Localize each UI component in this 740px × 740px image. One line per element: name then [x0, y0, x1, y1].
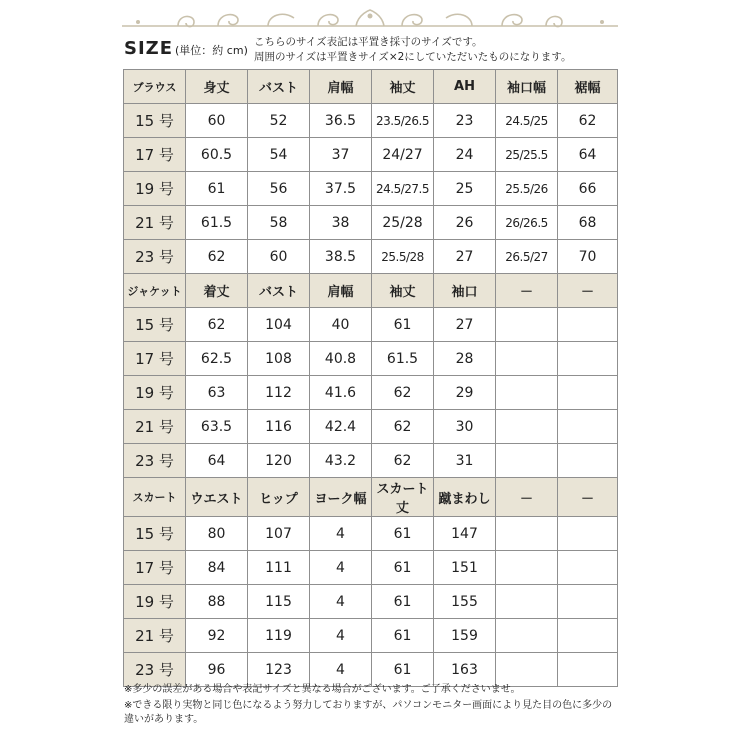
table-cell	[558, 517, 618, 551]
table-cell: 28	[434, 342, 496, 376]
footnote: ※多少の誤差がある場合や表記サイズと異なる場合がございます。ご了承くださいませ。	[124, 684, 521, 695]
table-cell: 37.5	[310, 172, 372, 206]
column-header: －	[496, 478, 558, 517]
table-cell: 62.5	[186, 342, 248, 376]
table-cell: 61	[372, 551, 434, 585]
table-cell: 24.5/27.5	[372, 172, 434, 206]
table-cell: 29	[434, 376, 496, 410]
table-cell: 111	[248, 551, 310, 585]
table-cell: 36.5	[310, 104, 372, 138]
table-cell	[496, 619, 558, 653]
table-cell	[558, 551, 618, 585]
column-header: AH	[434, 70, 496, 104]
size-label: 17 号	[124, 138, 186, 172]
table-cell: 31	[434, 444, 496, 478]
table-cell: 61	[372, 517, 434, 551]
column-header: 身丈	[186, 70, 248, 104]
size-table-body	[124, 70, 618, 687]
table-cell: 115	[248, 585, 310, 619]
table-cell	[496, 551, 558, 585]
table-cell: 62	[372, 410, 434, 444]
table-cell: 25/25.5	[496, 138, 558, 172]
table-cell	[496, 517, 558, 551]
table-cell: 4	[310, 517, 372, 551]
table-cell: 66	[558, 172, 618, 206]
column-header: バスト	[248, 70, 310, 104]
column-header: 裾幅	[558, 70, 618, 104]
column-header: 肩幅	[310, 274, 372, 308]
table-cell: 62	[186, 308, 248, 342]
table-cell: 4	[310, 551, 372, 585]
size-label: 21 号	[124, 410, 186, 444]
page-title	[124, 38, 248, 59]
table-cell: 63.5	[186, 410, 248, 444]
table-cell: 40.8	[310, 342, 372, 376]
table-row	[124, 104, 618, 138]
size-label: 17 号	[124, 342, 186, 376]
table-row	[124, 240, 618, 274]
table-cell: 25/28	[372, 206, 434, 240]
table-cell: 54	[248, 138, 310, 172]
table-cell: 24/27	[372, 138, 434, 172]
size-label: 19 号	[124, 376, 186, 410]
column-header: 蹴まわし	[434, 478, 496, 517]
section-label: スカート	[124, 478, 186, 517]
table-cell: 26.5/27	[496, 240, 558, 274]
table-header-row	[124, 274, 618, 308]
table-cell: 70	[558, 240, 618, 274]
table-row	[124, 308, 618, 342]
table-cell: 159	[434, 619, 496, 653]
table-cell: 62	[372, 376, 434, 410]
decorative-flourish-border	[118, 6, 622, 32]
note-line: 周囲のサイズは平置きサイズ×2にしていただいたものになります。	[254, 51, 572, 63]
table-cell: 62	[186, 240, 248, 274]
table-cell: 104	[248, 308, 310, 342]
table-row	[124, 206, 618, 240]
table-cell: 42.4	[310, 410, 372, 444]
table-cell	[496, 410, 558, 444]
column-header: －	[496, 274, 558, 308]
note-line: こちらのサイズ表記は平置き採寸のサイズです。	[254, 36, 483, 48]
column-header: 着丈	[186, 274, 248, 308]
table-cell: 84	[186, 551, 248, 585]
table-cell	[558, 308, 618, 342]
table-header-row	[124, 478, 618, 517]
size-label: 15 号	[124, 104, 186, 138]
size-label: 19 号	[124, 172, 186, 206]
column-header: －	[558, 478, 618, 517]
table-cell: 24.5/25	[496, 104, 558, 138]
column-header: 肩幅	[310, 70, 372, 104]
table-cell: 30	[434, 410, 496, 444]
column-header: 袖口	[434, 274, 496, 308]
table-cell: 60.5	[186, 138, 248, 172]
table-cell: 4	[310, 619, 372, 653]
table-cell: 25.5/26	[496, 172, 558, 206]
table-cell: 37	[310, 138, 372, 172]
table-cell: 120	[248, 444, 310, 478]
table-cell: 40	[310, 308, 372, 342]
column-header: ヒップ	[248, 478, 310, 517]
table-row	[124, 653, 618, 687]
table-cell: 41.6	[310, 376, 372, 410]
table-cell: 38	[310, 206, 372, 240]
table-cell	[496, 308, 558, 342]
table-row	[124, 410, 618, 444]
table-cell: 61	[372, 619, 434, 653]
table-cell: 123	[248, 653, 310, 687]
table-cell: 25	[434, 172, 496, 206]
section-label: ブラウス	[124, 70, 186, 104]
table-cell: 61.5	[186, 206, 248, 240]
table-cell: 60	[248, 240, 310, 274]
table-cell	[558, 444, 618, 478]
column-header: 袖丈	[372, 70, 434, 104]
table-row	[124, 172, 618, 206]
table-cell	[558, 342, 618, 376]
table-cell	[558, 585, 618, 619]
table-cell: 147	[434, 517, 496, 551]
table-cell: 26/26.5	[496, 206, 558, 240]
table-cell	[558, 410, 618, 444]
table-cell: 62	[558, 104, 618, 138]
table-cell: 25.5/28	[372, 240, 434, 274]
table-cell: 64	[186, 444, 248, 478]
table-cell: 61.5	[372, 342, 434, 376]
table-cell	[558, 619, 618, 653]
table-cell: 27	[434, 240, 496, 274]
table-cell: 56	[248, 172, 310, 206]
table-row	[124, 517, 618, 551]
table-cell	[558, 653, 618, 687]
table-cell: 88	[186, 585, 248, 619]
table-cell: 92	[186, 619, 248, 653]
table-row	[124, 619, 618, 653]
column-header: －	[558, 274, 618, 308]
table-cell: 80	[186, 517, 248, 551]
table-cell: 61	[372, 308, 434, 342]
size-label: 21 号	[124, 619, 186, 653]
table-cell: 96	[186, 653, 248, 687]
table-cell: 108	[248, 342, 310, 376]
footnote: ※できる限り実物と同じ色になるよう努力しておりますが、パソコンモニター画面により見た目の色に多少の違いがあります。	[124, 700, 613, 725]
table-row	[124, 342, 618, 376]
table-cell: 58	[248, 206, 310, 240]
column-header: 袖口幅	[496, 70, 558, 104]
table-cell	[496, 342, 558, 376]
table-cell: 61	[372, 585, 434, 619]
table-cell: 4	[310, 653, 372, 687]
column-header: ヨーク幅	[310, 478, 372, 517]
table-cell	[496, 653, 558, 687]
table-row	[124, 444, 618, 478]
table-row	[124, 138, 618, 172]
table-cell: 62	[372, 444, 434, 478]
table-cell: 23.5/26.5	[372, 104, 434, 138]
size-label: 23 号	[124, 240, 186, 274]
table-cell	[496, 444, 558, 478]
table-cell: 24	[434, 138, 496, 172]
table-cell	[496, 585, 558, 619]
size-label: 21 号	[124, 206, 186, 240]
size-label: 19 号	[124, 585, 186, 619]
size-label: 23 号	[124, 653, 186, 687]
table-cell: 63	[186, 376, 248, 410]
table-cell: 61	[186, 172, 248, 206]
table-cell: 107	[248, 517, 310, 551]
table-cell: 151	[434, 551, 496, 585]
column-header: 袖丈	[372, 274, 434, 308]
table-cell: 119	[248, 619, 310, 653]
table-cell	[558, 376, 618, 410]
size-label: 15 号	[124, 308, 186, 342]
title-text: SIZE	[124, 38, 174, 59]
table-cell: 61	[372, 653, 434, 687]
table-cell: 52	[248, 104, 310, 138]
table-row	[124, 585, 618, 619]
size-label: 17 号	[124, 551, 186, 585]
measurement-note	[254, 35, 571, 65]
table-header-row	[124, 70, 618, 104]
table-cell	[496, 376, 558, 410]
table-cell: 64	[558, 138, 618, 172]
table-row	[124, 376, 618, 410]
table-cell: 43.2	[310, 444, 372, 478]
table-cell: 23	[434, 104, 496, 138]
table-cell: 38.5	[310, 240, 372, 274]
title-unit: (単位：約 cm)	[175, 44, 248, 57]
table-cell: 4	[310, 585, 372, 619]
table-cell: 60	[186, 104, 248, 138]
column-header: ウエスト	[186, 478, 248, 517]
size-label: 23 号	[124, 444, 186, 478]
table-cell: 26	[434, 206, 496, 240]
table-row	[124, 551, 618, 585]
column-header: スカート丈	[372, 478, 434, 517]
section-label: ジャケット	[124, 274, 186, 308]
size-label: 15 号	[124, 517, 186, 551]
table-cell: 163	[434, 653, 496, 687]
table-cell: 116	[248, 410, 310, 444]
table-cell: 27	[434, 308, 496, 342]
table-cell: 155	[434, 585, 496, 619]
table-cell: 112	[248, 376, 310, 410]
column-header: バスト	[248, 274, 310, 308]
size-table	[123, 69, 618, 687]
table-cell: 68	[558, 206, 618, 240]
